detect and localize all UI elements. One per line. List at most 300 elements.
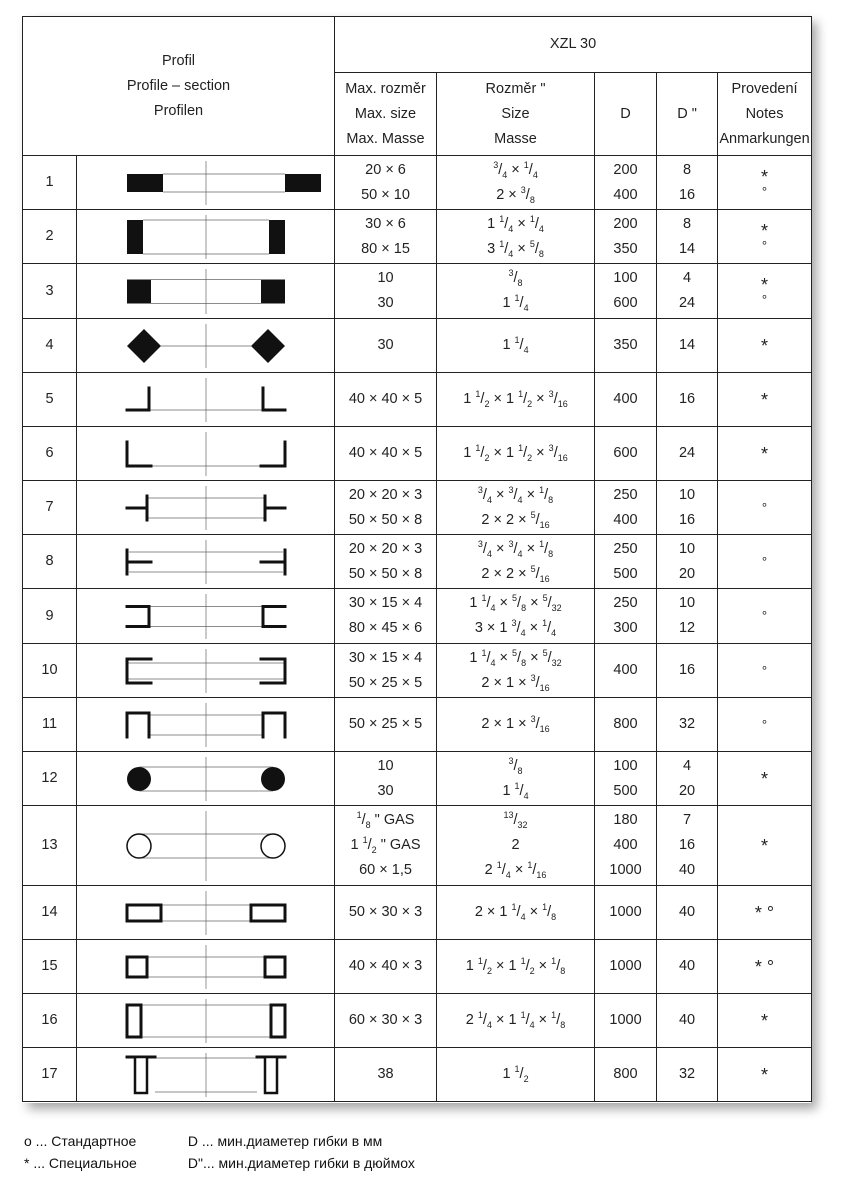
profile-drawing bbox=[77, 752, 335, 806]
profile-drawing bbox=[77, 589, 335, 644]
cell-line: $^3/_4 \times ^3/_4 \times ^1/_8$ bbox=[477, 538, 554, 559]
cell-line: 40 × 40 × 5 bbox=[348, 391, 423, 407]
cell-line: 2 bbox=[511, 837, 520, 853]
d-inch-cell bbox=[657, 156, 718, 210]
d-mm-cell bbox=[595, 752, 657, 806]
standard-mark: ° bbox=[761, 716, 768, 732]
cell-line: $2 \times 1 \times ^3/_{16}$ bbox=[481, 672, 550, 693]
size-inch-cell bbox=[437, 535, 595, 589]
cell-line: 40 bbox=[678, 1012, 696, 1028]
cell-line: 500 bbox=[613, 565, 638, 582]
d-inch-cell bbox=[657, 644, 718, 698]
max-size-cell bbox=[335, 535, 437, 589]
table-row bbox=[23, 427, 812, 481]
cell-line: 50 × 50 × 8 bbox=[348, 565, 423, 582]
cell-line: 8 bbox=[682, 161, 692, 178]
header-line: Max. Masse bbox=[346, 130, 425, 147]
row-number: 3 bbox=[23, 264, 77, 319]
row-number: 4 bbox=[23, 319, 77, 373]
table-row bbox=[23, 210, 812, 264]
cell-line: 180 bbox=[613, 812, 638, 828]
row-number: 2 bbox=[23, 210, 77, 264]
row-number: 15 bbox=[23, 940, 77, 994]
notes-cell bbox=[718, 589, 812, 644]
cell-line: 1000 bbox=[609, 904, 642, 920]
size-inch-cell bbox=[437, 752, 595, 806]
row-number: 1 bbox=[23, 156, 77, 210]
notes-cell bbox=[718, 752, 812, 806]
cell-line: 1 $^1/_2$ " GAS bbox=[350, 835, 421, 855]
max-size-cell bbox=[335, 589, 437, 644]
cell-line: 10 bbox=[678, 595, 696, 611]
max-size-cell bbox=[335, 644, 437, 698]
profile-drawing bbox=[77, 427, 335, 481]
max-size-cell bbox=[335, 319, 437, 373]
profile-drawing bbox=[77, 994, 335, 1048]
cell-line: $^1/_8$ " GAS bbox=[356, 810, 415, 830]
d-mm-cell bbox=[595, 481, 657, 535]
table-row bbox=[23, 994, 812, 1048]
table-body bbox=[23, 156, 812, 1102]
cell-line: 1 $^1/_2 \times 1$ $^1/_2 \times ^3/_{16}$ bbox=[463, 389, 568, 409]
header-line: Masse bbox=[494, 130, 537, 147]
cell-line: $^3/_4 \times ^3/_4 \times ^1/_8$ bbox=[477, 484, 554, 505]
cell-line: 1000 bbox=[609, 958, 642, 974]
d-mm-cell bbox=[595, 806, 657, 886]
cell-line: 1000 bbox=[609, 862, 642, 878]
d-mm-cell bbox=[595, 940, 657, 994]
table-row bbox=[23, 373, 812, 427]
header-line: Max. size bbox=[354, 105, 417, 122]
cell-line: 14 bbox=[678, 240, 696, 257]
size-inch-header bbox=[437, 73, 595, 156]
standard-mark: ° bbox=[761, 292, 768, 307]
profile-header bbox=[23, 17, 335, 156]
flat-bar-wide-icon bbox=[77, 157, 335, 209]
cell-line: 80 × 45 × 6 bbox=[348, 620, 423, 636]
d-inch-cell bbox=[657, 752, 718, 806]
cell-line: 40 bbox=[678, 958, 696, 974]
size-inch-cell bbox=[437, 373, 595, 427]
d-inch-cell bbox=[657, 1048, 718, 1102]
legend-text-d-inch: D"... мин.диаметер гибки в дюймох bbox=[187, 1155, 415, 1171]
d-inch-cell bbox=[657, 373, 718, 427]
d-mm-header: D bbox=[595, 73, 657, 156]
row-number: 9 bbox=[23, 589, 77, 644]
profile-drawing bbox=[77, 264, 335, 319]
cell-line: 32 bbox=[678, 716, 696, 732]
cell-line: 500 bbox=[613, 782, 638, 799]
size-inch-cell bbox=[437, 1048, 595, 1102]
cell-line: 30 × 15 × 4 bbox=[348, 595, 423, 611]
cell-line: 30 × 6 bbox=[365, 215, 406, 232]
d-inch-cell bbox=[657, 210, 718, 264]
size-inch-cell bbox=[437, 644, 595, 698]
cell-line: 1 $^1/_4 \times ^1/_4$ bbox=[487, 213, 544, 234]
cell-line: 300 bbox=[613, 620, 638, 636]
table-row bbox=[23, 940, 812, 994]
legend-key-standard: o ... Стандартное bbox=[24, 1133, 137, 1149]
d-inch-cell bbox=[657, 319, 718, 373]
square-bar-icon bbox=[77, 265, 335, 318]
header-line: Max. rozměr bbox=[345, 80, 426, 97]
notes-cell bbox=[718, 535, 812, 589]
cell-line: 50 × 30 × 3 bbox=[348, 904, 423, 920]
profile-drawing bbox=[77, 156, 335, 210]
profile-header-line: Profile – section bbox=[126, 77, 231, 94]
d-inch-cell bbox=[657, 589, 718, 644]
special-mark: * bbox=[761, 335, 769, 356]
cell-line: 40 × 40 × 5 bbox=[348, 445, 423, 461]
legend-key-special: * ... Специальное bbox=[24, 1155, 137, 1171]
notes-cell bbox=[718, 806, 812, 886]
max-size-cell bbox=[335, 156, 437, 210]
cell-line: 3 × 1 $^3/_4 \times ^1/_4$ bbox=[474, 618, 557, 638]
cell-line: 800 bbox=[613, 1066, 638, 1082]
size-inch-cell bbox=[437, 994, 595, 1048]
profile-drawing bbox=[77, 886, 335, 940]
cell-line: 20 × 20 × 3 bbox=[348, 486, 423, 503]
cell-line: 1 $^1/_2 \times 1$ $^1/_2 \times ^1/_8$ bbox=[465, 956, 566, 976]
table-row bbox=[23, 644, 812, 698]
cell-line: 50 × 50 × 8 bbox=[348, 511, 423, 528]
special-mark: * bbox=[761, 275, 769, 295]
cell-line: $^3/_8$ bbox=[508, 268, 523, 288]
header-line: Rozměr " bbox=[485, 80, 546, 97]
cell-line: 16 bbox=[678, 837, 696, 853]
max-size-cell bbox=[335, 698, 437, 752]
cell-line: 30 bbox=[377, 782, 394, 799]
d-mm-cell bbox=[595, 373, 657, 427]
cell-line: 350 bbox=[613, 337, 638, 353]
special-mark: * bbox=[761, 835, 769, 856]
cell-line: 20 bbox=[678, 782, 696, 799]
cell-line: 38 bbox=[377, 1066, 394, 1082]
row-number: 13 bbox=[23, 806, 77, 886]
table-row bbox=[23, 1048, 812, 1102]
size-inch-cell bbox=[437, 886, 595, 940]
round-bar-icon bbox=[77, 753, 335, 805]
cell-line: 10 bbox=[678, 486, 696, 503]
d-inch-cell bbox=[657, 481, 718, 535]
max-size-cell bbox=[335, 427, 437, 481]
d-mm-cell bbox=[595, 264, 657, 319]
notes-cell bbox=[718, 644, 812, 698]
cell-line: 250 bbox=[613, 486, 638, 503]
cell-line: 100 bbox=[613, 757, 638, 774]
cell-line: 250 bbox=[613, 595, 638, 611]
table-row bbox=[23, 156, 812, 210]
cell-line: 200 bbox=[613, 215, 638, 232]
max-size-cell bbox=[335, 210, 437, 264]
row-number: 16 bbox=[23, 994, 77, 1048]
standard-mark: ° bbox=[761, 237, 768, 253]
table-row bbox=[23, 806, 812, 886]
notes-cell bbox=[718, 427, 812, 481]
cell-line: $2 \times 2 \times ^5/_{16}$ bbox=[481, 563, 550, 584]
max-size-cell bbox=[335, 481, 437, 535]
profile-drawing bbox=[77, 1048, 335, 1102]
size-inch-cell bbox=[437, 319, 595, 373]
cell-line: 24 bbox=[678, 445, 696, 461]
rail-icon bbox=[77, 1049, 335, 1101]
cell-line: 400 bbox=[613, 662, 638, 678]
max-size-cell bbox=[335, 940, 437, 994]
cell-line: 20 bbox=[678, 565, 696, 582]
cell-line: 30 bbox=[377, 337, 394, 353]
channel-up-icon bbox=[77, 699, 335, 751]
d-inch-cell bbox=[657, 535, 718, 589]
tee-out-icon bbox=[77, 536, 335, 588]
cell-line: 400 bbox=[613, 186, 638, 203]
table-row bbox=[23, 752, 812, 806]
machine-model-header: XZL 30 bbox=[335, 17, 812, 73]
cell-line: 1000 bbox=[609, 1012, 642, 1028]
cell-line: $^{13}/_{32}$ bbox=[503, 810, 528, 830]
cell-line: 10 bbox=[377, 270, 394, 286]
special-mark: * bbox=[761, 1064, 769, 1085]
cell-line: 1 $^1/_4 \times ^5/_8 \times ^5/_{32}$ bbox=[469, 593, 562, 613]
cell-line: 1 $^1/_4$ bbox=[502, 293, 529, 313]
cell-line: 32 bbox=[678, 1066, 696, 1082]
notes-cell bbox=[718, 264, 812, 319]
rect-tube-tall-icon bbox=[77, 995, 335, 1047]
cell-line: 24 bbox=[678, 295, 696, 311]
size-inch-cell bbox=[437, 806, 595, 886]
d-inch-cell bbox=[657, 806, 718, 886]
profile-drawing bbox=[77, 210, 335, 264]
table-row bbox=[23, 264, 812, 319]
channel-out-icon bbox=[77, 645, 335, 697]
d-mm-cell bbox=[595, 535, 657, 589]
notes-cell bbox=[718, 156, 812, 210]
row-number: 10 bbox=[23, 644, 77, 698]
profile-drawing bbox=[77, 940, 335, 994]
table-row bbox=[23, 319, 812, 373]
cell-line: 40 bbox=[678, 904, 696, 920]
notes-cell bbox=[718, 886, 812, 940]
special-mark: * bbox=[761, 389, 769, 410]
max-size-header bbox=[335, 73, 437, 156]
header-line: Size bbox=[501, 105, 530, 122]
d-inch-cell bbox=[657, 264, 718, 319]
size-inch-cell bbox=[437, 589, 595, 644]
cell-line: 3 $^1/_4 \times ^5/_8$ bbox=[487, 238, 544, 259]
round-tube-icon bbox=[77, 807, 335, 885]
size-inch-cell bbox=[437, 264, 595, 319]
cell-line: 400 bbox=[613, 511, 638, 528]
cell-line: 10 bbox=[678, 540, 696, 557]
max-size-cell bbox=[335, 264, 437, 319]
profile-drawing bbox=[77, 319, 335, 373]
notes-cell bbox=[718, 373, 812, 427]
cell-line: 50 × 25 × 5 bbox=[348, 716, 423, 732]
size-inch-cell bbox=[437, 427, 595, 481]
cell-line: 20 × 6 bbox=[365, 161, 406, 178]
standard-mark: ° bbox=[761, 183, 768, 199]
special-mark: * bbox=[761, 443, 769, 464]
cell-line: 400 bbox=[613, 391, 638, 407]
d-mm-cell bbox=[595, 886, 657, 940]
special-mark: * ° bbox=[754, 956, 775, 977]
channel-in-icon bbox=[77, 590, 335, 643]
d-inch-header: D " bbox=[657, 73, 718, 156]
max-size-cell bbox=[335, 886, 437, 940]
cell-line: 4 bbox=[682, 270, 692, 286]
cell-line: 50 × 25 × 5 bbox=[348, 674, 423, 691]
cell-line: 40 × 40 × 3 bbox=[348, 958, 423, 974]
notes-cell bbox=[718, 210, 812, 264]
max-size-cell bbox=[335, 1048, 437, 1102]
cell-line: 1 $^1/_4$ bbox=[502, 780, 529, 801]
legend-row bbox=[24, 1130, 415, 1152]
cell-line: 60 × 1,5 bbox=[359, 862, 412, 878]
notes-header bbox=[718, 73, 812, 156]
profile-header-line: Profilen bbox=[153, 102, 204, 119]
cell-line: 800 bbox=[613, 716, 638, 732]
notes-cell bbox=[718, 319, 812, 373]
d-inch-cell bbox=[657, 940, 718, 994]
cell-line: 8 bbox=[682, 215, 692, 232]
cell-line: 1 $^1/_4 \times ^5/_8 \times ^5/_{32}$ bbox=[469, 647, 562, 668]
notes-cell bbox=[718, 481, 812, 535]
special-mark: * bbox=[761, 768, 769, 789]
row-number: 7 bbox=[23, 481, 77, 535]
notes-cell bbox=[718, 1048, 812, 1102]
cell-line: 12 bbox=[678, 620, 696, 636]
profile-drawing bbox=[77, 481, 335, 535]
cell-line: 40 bbox=[678, 862, 696, 878]
legend-row bbox=[24, 1152, 415, 1174]
d-inch-cell bbox=[657, 698, 718, 752]
cell-line: 50 × 10 bbox=[361, 186, 410, 203]
square-tube-icon bbox=[77, 941, 335, 993]
cell-line: $2 \times 1 \times ^3/_{16}$ bbox=[481, 714, 550, 734]
d-mm-cell bbox=[595, 644, 657, 698]
row-number: 5 bbox=[23, 373, 77, 427]
row-number: 14 bbox=[23, 886, 77, 940]
row-number: 6 bbox=[23, 427, 77, 481]
standard-mark: ° bbox=[761, 499, 768, 515]
size-inch-cell bbox=[437, 698, 595, 752]
cell-line: $2 \times 2 \times ^5/_{16}$ bbox=[481, 509, 550, 530]
d-inch-cell bbox=[657, 994, 718, 1048]
profile-drawing bbox=[77, 373, 335, 427]
cell-line: 4 bbox=[682, 757, 692, 774]
d-mm-cell bbox=[595, 994, 657, 1048]
row-number: 11 bbox=[23, 698, 77, 752]
size-inch-cell bbox=[437, 210, 595, 264]
angle-in-icon bbox=[77, 374, 335, 426]
row-number: 8 bbox=[23, 535, 77, 589]
cell-line: 16 bbox=[678, 186, 696, 203]
profile-drawing bbox=[77, 698, 335, 752]
angle-out-icon bbox=[77, 428, 335, 480]
cell-line: 60 × 30 × 3 bbox=[348, 1012, 423, 1028]
d-mm-cell bbox=[595, 427, 657, 481]
cell-line: 1 $^1/_2 \times 1$ $^1/_2 \times ^3/_{16}$ bbox=[463, 443, 568, 463]
row-number: 12 bbox=[23, 752, 77, 806]
row-number: 17 bbox=[23, 1048, 77, 1102]
cell-line: 16 bbox=[678, 391, 696, 407]
cell-line: 1 $^1/_2$ bbox=[502, 1064, 529, 1084]
cell-line: 200 bbox=[613, 161, 638, 178]
cell-line: 16 bbox=[678, 511, 696, 528]
cell-line: $^3/_8$ bbox=[508, 755, 523, 776]
cell-line: 16 bbox=[678, 662, 696, 678]
table-row bbox=[23, 589, 812, 644]
cell-line: 2 $^1/_4 \times 1$ $^1/_4 \times ^1/_8$ bbox=[465, 1010, 566, 1030]
cell-line: 2 × 1 $^1/_4 \times ^1/_8$ bbox=[474, 902, 557, 922]
profile-drawing bbox=[77, 535, 335, 589]
table-row bbox=[23, 698, 812, 752]
header-line: Provedení bbox=[731, 80, 798, 97]
special-mark: * bbox=[761, 220, 769, 241]
standard-mark: ° bbox=[761, 608, 768, 623]
table-row bbox=[23, 886, 812, 940]
bending-capacity-table bbox=[22, 16, 812, 1102]
legend-text-d-mm: D ... мин.диаметер гибки в мм bbox=[187, 1133, 383, 1149]
d-mm-cell bbox=[595, 210, 657, 264]
d-mm-cell bbox=[595, 1048, 657, 1102]
max-size-cell bbox=[335, 752, 437, 806]
header-line: Notes bbox=[745, 105, 784, 122]
table-row bbox=[23, 481, 812, 535]
legend bbox=[24, 1130, 415, 1174]
d-mm-cell bbox=[595, 156, 657, 210]
cell-line: 10 bbox=[377, 757, 394, 774]
profile-header-line: Profil bbox=[161, 52, 196, 69]
header-line: Anmarkungen bbox=[719, 130, 810, 147]
notes-cell bbox=[718, 994, 812, 1048]
d-inch-cell bbox=[657, 427, 718, 481]
square-diagonal-icon bbox=[77, 320, 335, 372]
standard-mark: ° bbox=[761, 662, 768, 678]
cell-line: $2 \times ^3/_8$ bbox=[496, 184, 535, 205]
table-row bbox=[23, 535, 812, 589]
cell-line: 30 bbox=[377, 295, 394, 311]
cell-line: 2 $^1/_4 \times ^1/_{16}$ bbox=[484, 860, 547, 880]
cell-line: 14 bbox=[678, 337, 696, 353]
d-inch-cell bbox=[657, 886, 718, 940]
cell-line: 600 bbox=[613, 295, 638, 311]
d-mm-cell bbox=[595, 319, 657, 373]
tee-in-icon bbox=[77, 482, 335, 534]
cell-line: 30 × 15 × 4 bbox=[348, 649, 423, 666]
d-mm-cell bbox=[595, 698, 657, 752]
cell-line: 100 bbox=[613, 270, 638, 286]
cell-line: 600 bbox=[613, 445, 638, 461]
rect-tube-flat-icon bbox=[77, 887, 335, 939]
cell-line: 250 bbox=[613, 540, 638, 557]
cell-line: 80 × 15 bbox=[361, 240, 410, 257]
max-size-cell bbox=[335, 373, 437, 427]
d-mm-cell bbox=[595, 589, 657, 644]
notes-cell bbox=[718, 940, 812, 994]
profile-drawing bbox=[77, 644, 335, 698]
special-mark: * ° bbox=[754, 902, 775, 923]
cell-line: 20 × 20 × 3 bbox=[348, 540, 423, 557]
flat-bar-tall-icon bbox=[77, 211, 335, 263]
cell-line: 7 bbox=[682, 812, 692, 828]
profile-drawing bbox=[77, 806, 335, 886]
special-mark: * bbox=[761, 1010, 769, 1031]
cell-line: $^3/_4 \times ^1/_4$ bbox=[493, 159, 538, 180]
size-inch-cell bbox=[437, 156, 595, 210]
special-mark: * bbox=[761, 166, 769, 187]
size-inch-cell bbox=[437, 940, 595, 994]
cell-line: 350 bbox=[613, 240, 638, 257]
